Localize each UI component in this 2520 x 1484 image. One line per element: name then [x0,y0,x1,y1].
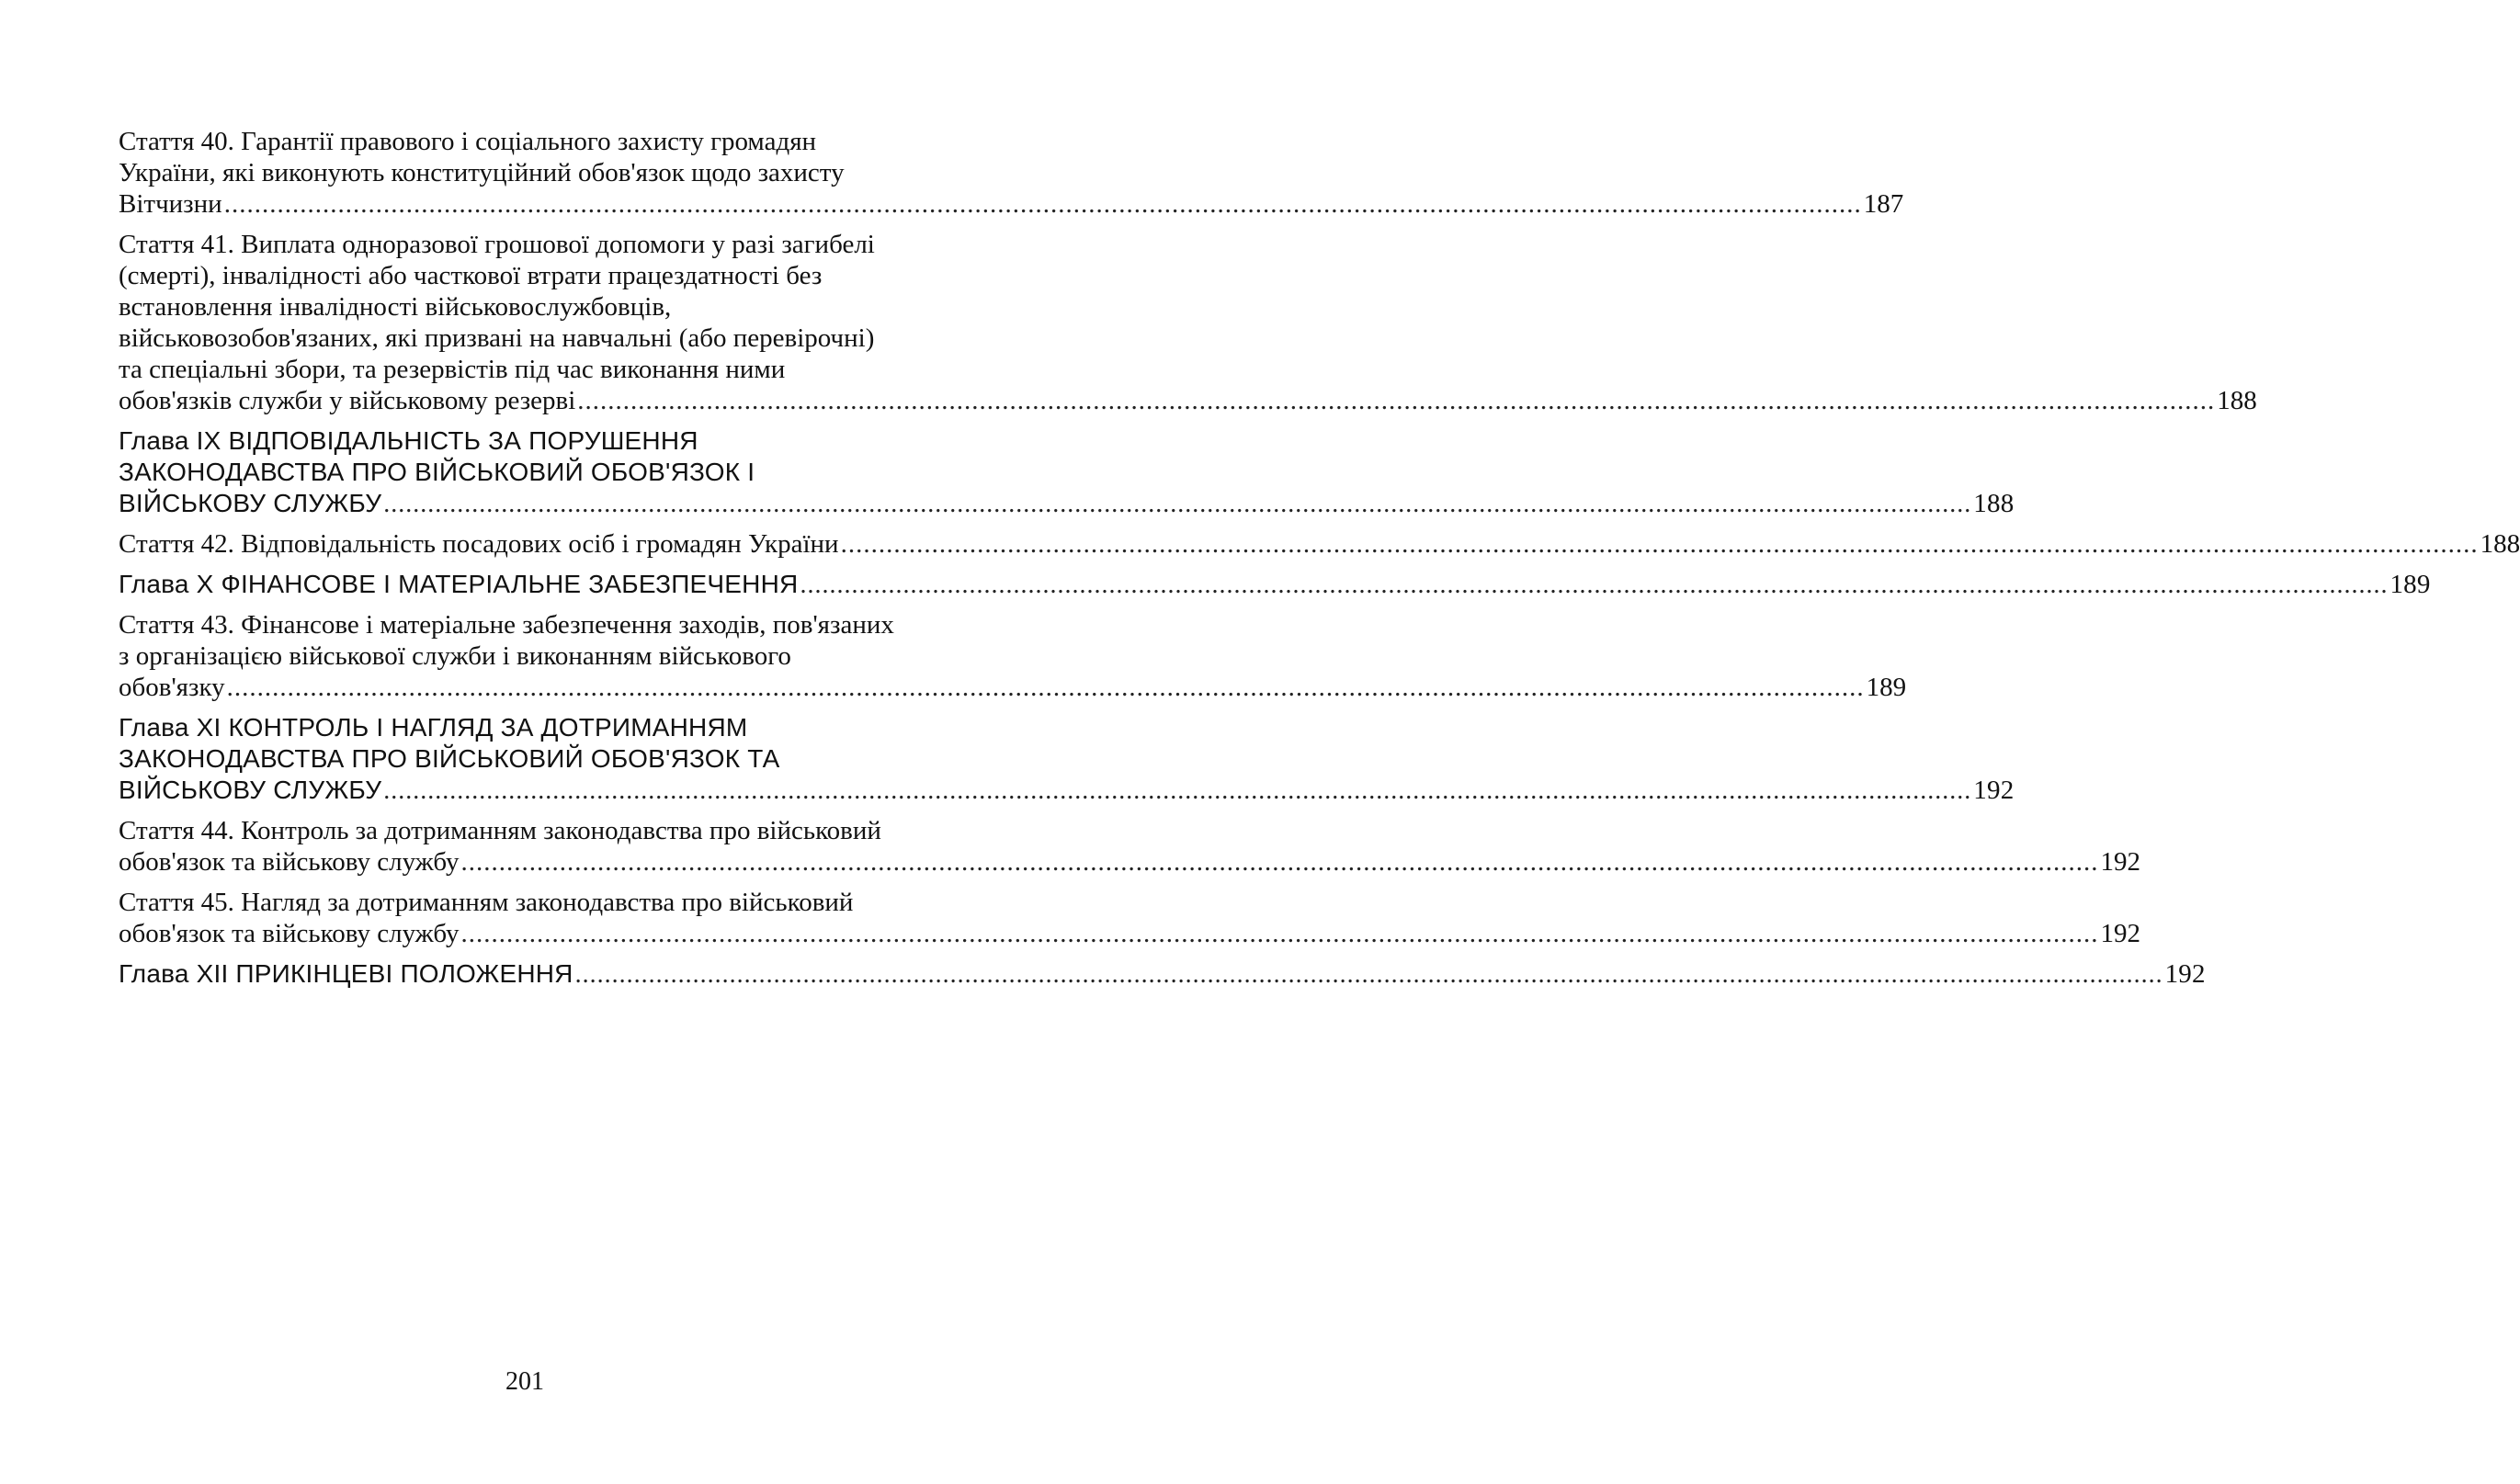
toc-entry-leader-line [119,528,2520,560]
toc-entry-last-text: Глава X ФІНАНСОВЕ І МАТЕРІАЛЬНЕ ЗАБЕЗПЕЧЕННЯ [119,570,799,598]
toc-entry-leader-line [119,385,2257,416]
dot-leader [383,490,1971,518]
toc-page-number: 192 [2100,847,2140,877]
page-number: 201 [505,1367,544,1396]
toc-entry-line: Стаття 44. Контроль за дотриманням законодавства про військовий [119,816,881,845]
toc-entry-last-text: обов'язку [119,673,225,702]
toc-entry-last-text: обов'язків служби у військовому резерві [119,386,576,415]
toc-page-number: 192 [2100,919,2140,948]
dot-leader [800,571,2388,599]
dot-leader [841,529,2479,559]
toc-page-number: 192 [2164,959,2206,989]
toc-article-entry[interactable] [119,126,1904,220]
dot-leader [224,189,1862,219]
toc-entry-leader-line [119,846,2140,878]
toc-entry-line: з організацією військової служби і виконанням військового [119,641,791,671]
toc-entry-line: Стаття 43. Фінансове і матеріальне забезпечення заходів, пов'язаних [119,610,894,640]
toc-entry-line: Стаття 45. Нагляд за дотриманням законодавства про військовий [119,888,854,917]
toc-entry-last-text: Стаття 42. Відповідальність посадових осіб і громадян України [119,529,839,559]
toc-article-entry[interactable] [119,887,2140,949]
toc-page-number: 187 [1863,189,1904,219]
dot-leader [577,386,2215,415]
toc-entry-leader-line [119,488,2015,519]
toc-entry-leader-line [119,188,1904,220]
toc-entry-leader-line [119,775,2015,806]
toc-entry-line: (смерті), інвалідності або часткової втрати працездатності без [119,261,823,290]
dot-leader [461,919,2099,948]
toc-page-number: 189 [1866,673,1907,702]
toc-entry-line: військовозобов'язаних, які призвані на навчальні (або перевірочні) [119,323,875,353]
toc-entry-last-text: обов'язок та військову службу [119,919,460,948]
toc-chapter-entry[interactable] [119,712,2015,806]
toc-entry-line: Глава IX ВІДПОВІДАЛЬНІСТЬ ЗА ПОРУШЕННЯ [119,426,698,455]
dot-leader [461,847,2099,877]
toc-page-number: 188 [2217,386,2257,415]
toc-entry-last-text: Глава XII ПРИКІНЦЕВІ ПОЛОЖЕННЯ [119,959,573,988]
dot-leader [383,776,1971,805]
toc-entry-line: ЗАКОНОДАВСТВА ПРО ВІЙСЬКОВИЙ ОБОВ'ЯЗОК І [119,458,755,486]
toc-entry-last-text: ВІЙСЬКОВУ СЛУЖБУ [119,776,382,804]
toc-entry-leader-line [119,672,1907,703]
toc-entry-line: ЗАКОНОДАВСТВА ПРО ВІЙСЬКОВИЙ ОБОВ'ЯЗОК ТА [119,744,780,773]
dot-leader [575,960,2163,989]
toc-entry-line: встановлення інвалідності військовослужбовців, [119,292,672,322]
toc-page-number: 188 [2480,529,2520,559]
toc-article-entry[interactable] [119,609,1907,703]
toc-article-entry[interactable] [119,815,2140,878]
toc-entry-leader-line [119,569,2431,600]
toc-entry-line: Глава XI КОНТРОЛЬ І НАГЛЯД ЗА ДОТРИМАННЯМ [119,713,748,742]
toc-page-number: 188 [1973,489,2015,518]
toc-entry-last-text: обов'язок та військову службу [119,847,460,877]
toc-entry-leader-line [119,958,2206,990]
toc-article-entry[interactable] [119,528,2520,560]
toc-entry-line: Стаття 41. Виплата одноразової грошової допомоги у разі загибелі [119,230,875,259]
toc-entry-last-text: Вітчизни [119,189,222,219]
toc-page-number: 189 [2389,570,2431,599]
table-of-contents [119,126,2520,999]
toc-page-number: 192 [1973,776,2015,805]
toc-chapter-entry[interactable] [119,958,2206,990]
toc-entry-leader-line [119,918,2140,949]
dot-leader [227,673,1865,702]
toc-entry-line: Стаття 40. Гарантії правового і соціального захисту громадян [119,127,817,156]
toc-entry-line: України, які виконують конституційний обов'язок щодо захисту [119,158,845,187]
toc-chapter-entry[interactable] [119,425,2015,519]
toc-article-entry[interactable] [119,229,2257,416]
toc-entry-last-text: ВІЙСЬКОВУ СЛУЖБУ [119,489,382,517]
toc-entry-line: та спеціальні збори, та резервістів під час виконання ними [119,355,786,384]
toc-chapter-entry[interactable] [119,569,2431,600]
